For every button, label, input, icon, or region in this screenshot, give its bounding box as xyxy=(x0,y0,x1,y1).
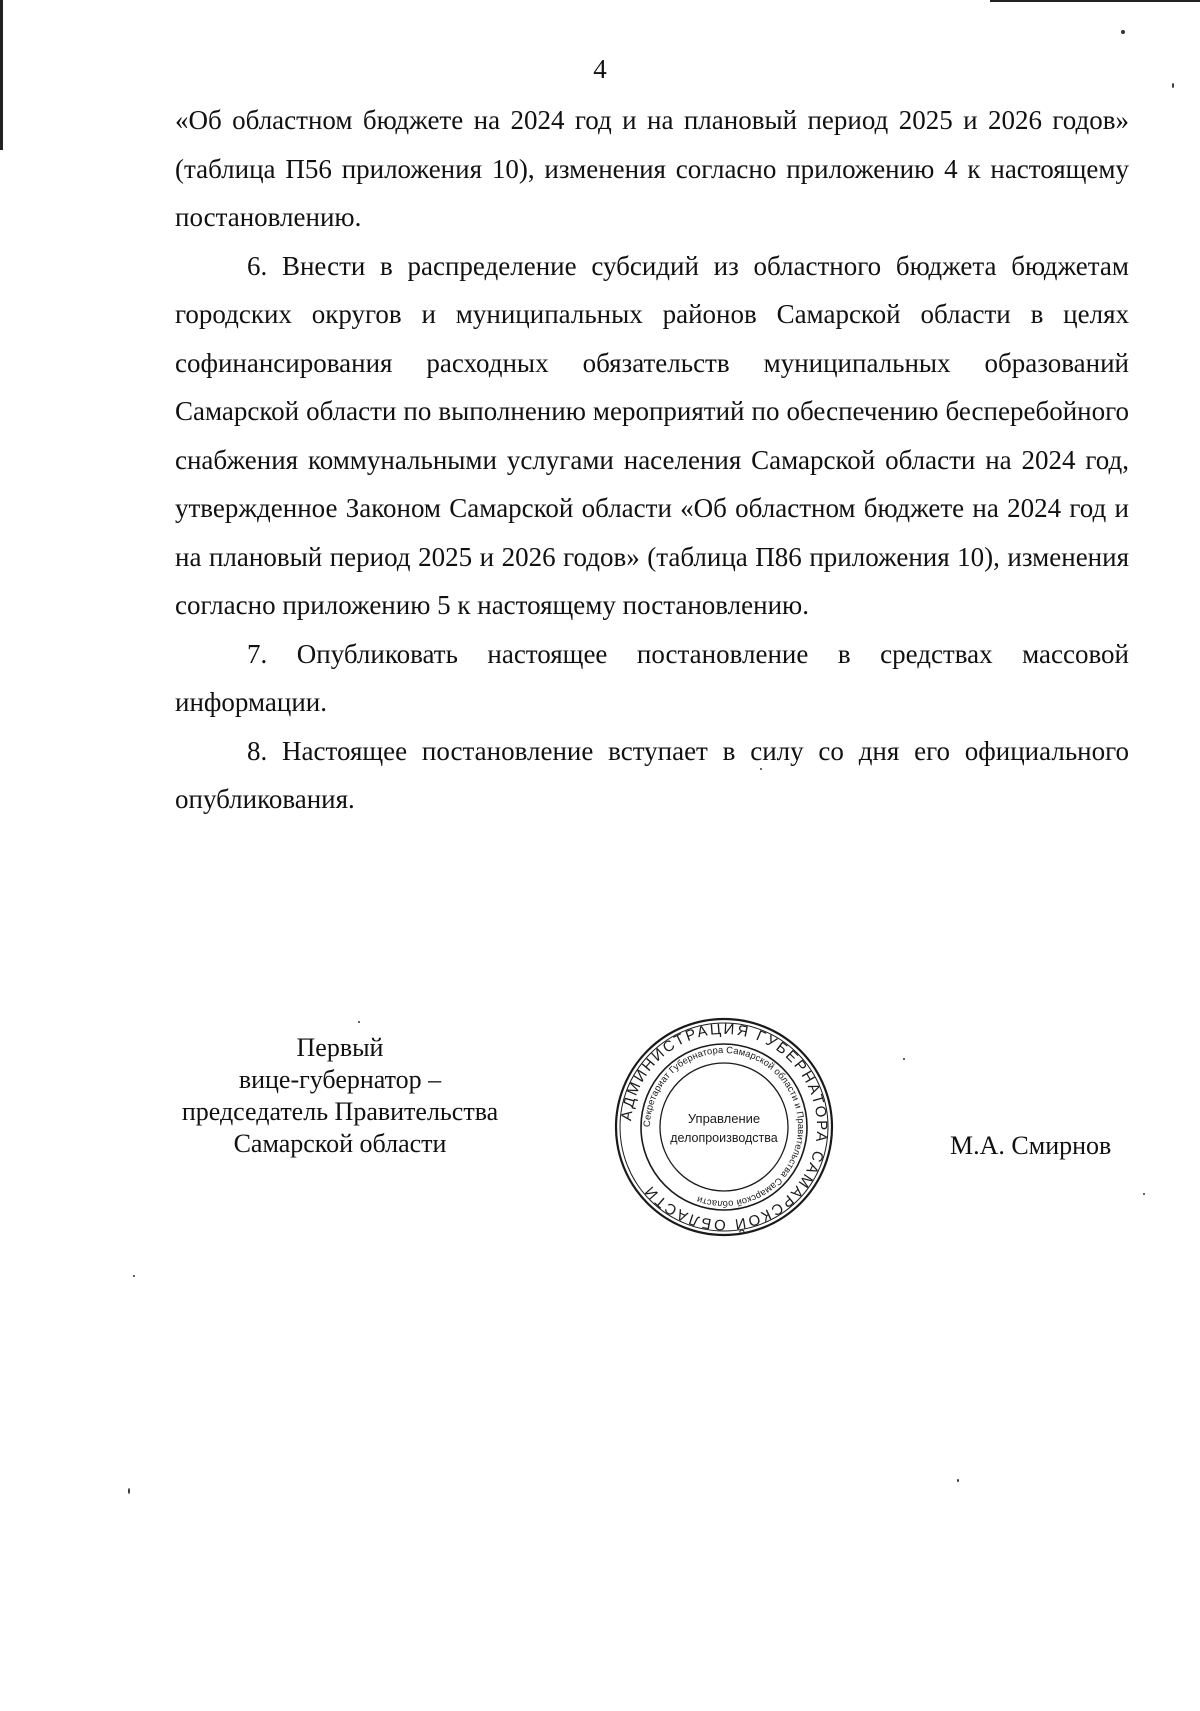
signatory-position-line: вице-губернатор – xyxy=(238,1065,442,1094)
document-body xyxy=(175,96,1129,824)
signatory-name: М.А. Смирнов xyxy=(950,1131,1112,1160)
scan-speck xyxy=(128,1488,130,1494)
scan-speck xyxy=(133,1275,135,1277)
scan-speck xyxy=(957,1479,959,1482)
seal-center-line-1: Управление xyxy=(687,1111,761,1126)
seal-center-line-2: делопроизводства xyxy=(670,1131,778,1145)
scan-speck xyxy=(358,1021,360,1023)
page-number: 4 xyxy=(593,54,607,84)
seal-inner-ring xyxy=(660,1063,788,1191)
scan-edge-mark-top xyxy=(990,0,1200,2)
scan-speck xyxy=(903,1058,905,1060)
scan-speck xyxy=(1143,1193,1145,1195)
signatory-position-line: Самарской области xyxy=(233,1129,447,1158)
signatory-position-line: председатель Правительства xyxy=(181,1097,499,1126)
signatory-position xyxy=(150,1032,530,1160)
scan-speck xyxy=(1121,30,1125,34)
paragraph-continuation: «Об областном бюджете на 2024 год и на плановый период 2025 и 2026 годов» (таблица П56 приложения 10), изменения согласно приложению 4 к настоящему постановлению. xyxy=(175,105,1129,232)
signatory-position-line: Первый xyxy=(296,1033,384,1062)
official-seal-stamp xyxy=(613,1016,835,1238)
paragraph-item-8: 8. Настоящее постановление вступает в силу со дня его официального опубликования. xyxy=(175,735,1129,814)
paragraph-item-6: 6. Внести в распределение субсидий из областного бюджета бюджетам городских округов и муниципальных районов Самарской области в целях софинансирования расходных обязательств муниципальных образований Самарской области по выполнению мероприятий по обеспечению бесперебойного снабжения коммунальными услугами населения Самарской области на 2024 год, утвержденное Законом Самарской области «Об областном бюджете на 2024 год и на плановый период 2025 и 2026 годов» (таблица П86 приложения 10), изменения согласно приложению 5 к настоящему постановлению. xyxy=(175,250,1129,620)
scan-speck xyxy=(760,768,762,770)
seal-outer-text-path: АДМИНИСТРАЦИЯ ГУБЕРНАТОРА САМАРСКОЙ ОБЛАСТИ xyxy=(618,1020,831,1234)
seal-inner-text-path: Секретариат Губернатора Самарской области и Правительства Самарской области xyxy=(640,1043,808,1211)
scan-speck xyxy=(1172,83,1174,88)
paragraph-item-7: 7. Опубликовать настоящее постановление в средствах массовой информации. xyxy=(175,638,1129,717)
seal-graphic xyxy=(613,1016,835,1238)
